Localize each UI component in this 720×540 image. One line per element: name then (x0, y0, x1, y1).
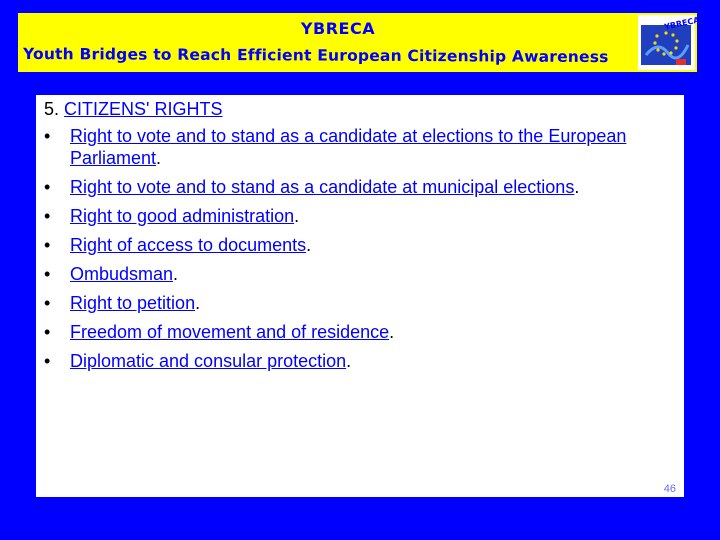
eu-stars-logo-icon (638, 15, 701, 70)
content-panel (36, 95, 684, 497)
right-link[interactable]: Right to petition (70, 293, 196, 313)
punctuation: . (156, 148, 162, 168)
punctuation: . (306, 235, 312, 255)
right-link[interactable]: Right to vote and to stand as a candidate at municipal elections (70, 177, 575, 197)
right-link[interactable]: Freedom of movement and of residence (70, 322, 390, 342)
right-link[interactable]: Diplomatic and consular protection (70, 351, 347, 371)
punctuation: . (346, 351, 352, 371)
right-link[interactable]: Right to good administration (70, 206, 295, 226)
list-item (44, 125, 674, 169)
list-item (44, 263, 674, 285)
list-item (44, 234, 674, 256)
bullet: • (44, 351, 51, 371)
punctuation: . (574, 177, 580, 197)
punctuation: . (195, 293, 201, 313)
section-heading (44, 99, 222, 120)
page-number: 46 (663, 483, 676, 495)
banner-title: YBRECA (300, 19, 376, 38)
right-link[interactable]: Right of access to documents (70, 235, 307, 255)
header-banner (18, 13, 701, 72)
section-number: 5. (44, 99, 60, 119)
punctuation: . (389, 322, 395, 342)
bullet: • (44, 293, 51, 313)
right-link[interactable]: Ombudsman (70, 264, 174, 284)
bullet: • (44, 177, 51, 197)
logo-text: YBRECA (663, 15, 701, 32)
punctuation: . (294, 206, 300, 226)
list-item (44, 350, 674, 372)
bullet: • (44, 235, 51, 255)
punctuation: . (173, 264, 179, 284)
list-item (44, 321, 674, 343)
bullet: • (44, 126, 51, 146)
bullet: • (44, 264, 51, 284)
banner-subtitle: Youth Bridges to Reach Efficient European Citizenship Awareness (22, 45, 609, 67)
bullet: • (44, 206, 51, 226)
list-item (44, 292, 674, 314)
list-item (44, 205, 674, 227)
bullet: • (44, 322, 51, 342)
list-item (44, 176, 674, 198)
section-heading-link[interactable]: CITIZENS' RIGHTS (64, 99, 223, 119)
rights-list (44, 125, 674, 379)
right-link[interactable]: Right to vote and to stand as a candidate at elections to the European Parliament (70, 126, 627, 168)
